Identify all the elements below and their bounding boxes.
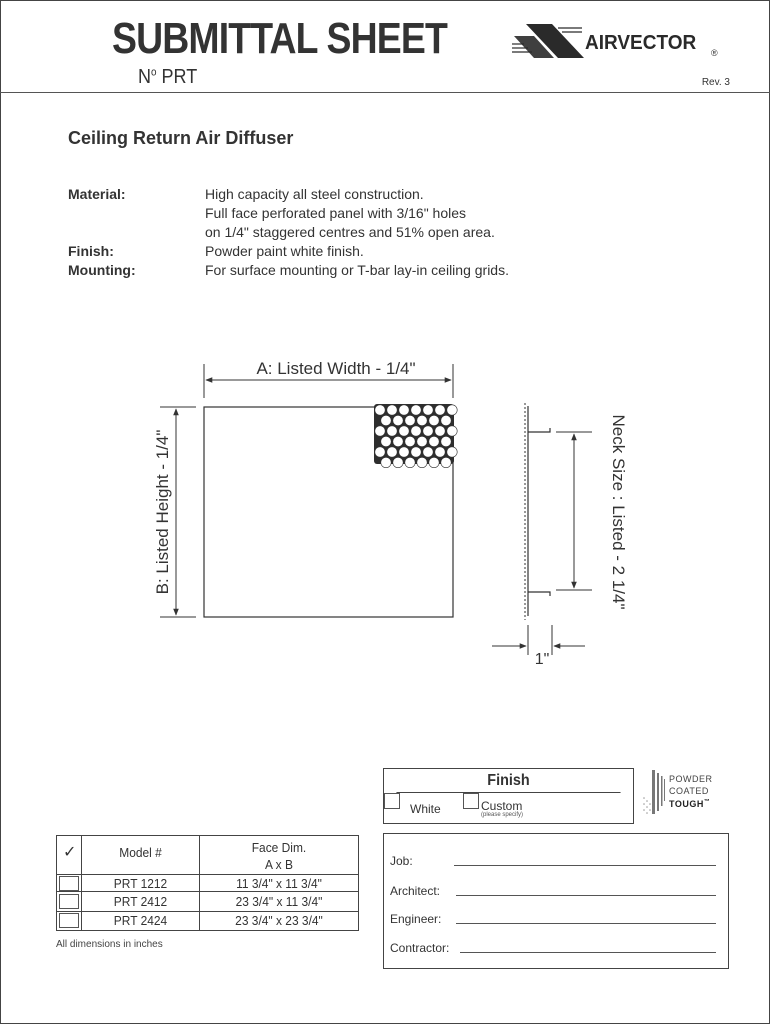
- model-cell: PRT 2412: [113, 894, 168, 909]
- depth-label: 1": [534, 651, 550, 668]
- finish-white-label: White: [410, 802, 441, 816]
- table-divider: [57, 874, 358, 875]
- brand-name: AIRVECTOR: [585, 32, 697, 54]
- table-divider: [81, 836, 82, 930]
- perforation-hole: [405, 415, 415, 425]
- model-cell: PRT 1212: [113, 876, 168, 891]
- architect-label: Architect:: [390, 884, 441, 898]
- perforation-hole: [423, 426, 433, 436]
- engineer-label: Engineer:: [390, 912, 442, 926]
- spec-text-4: Powder paint white finish.: [205, 243, 364, 259]
- perforation-hole: [435, 447, 445, 457]
- model-cell: PRT 2424: [113, 913, 168, 928]
- perforation-hole: [375, 447, 385, 457]
- perforation-hole: [441, 415, 451, 425]
- badge-line-2: COATED: [669, 786, 709, 796]
- table-divider: [57, 911, 358, 912]
- perforation-hole: [387, 405, 397, 415]
- perforation-hole: [393, 436, 403, 446]
- perforation-hole: [381, 415, 391, 425]
- spec-label-finish: Finish:: [68, 243, 114, 259]
- height-label: B: Listed Height - 1/4": [153, 429, 172, 595]
- perforation-hole: [435, 405, 445, 415]
- model-table: [56, 835, 359, 931]
- perforation-hole: [447, 405, 457, 415]
- page-title: SUBMITTAL SHEET: [112, 14, 447, 63]
- header-model: Model #: [119, 845, 162, 860]
- finish-heading: Finish: [396, 769, 620, 793]
- perforation-hole: [423, 447, 433, 457]
- perforation-hole: [399, 405, 409, 415]
- spec-label-mounting: Mounting:: [68, 262, 136, 278]
- perforation-hole: [399, 447, 409, 457]
- perforation-hole: [417, 457, 427, 467]
- contractor-label: Contractor:: [390, 941, 450, 955]
- perforation-hole: [441, 436, 451, 446]
- perforation-hole: [405, 457, 415, 467]
- perforation-hole: [417, 436, 427, 446]
- face-dim-cell: 23 3/4" x 11 3/4": [235, 894, 323, 909]
- perforation-hole: [423, 405, 433, 415]
- job-field[interactable]: [454, 865, 716, 866]
- dimensions-note: All dimensions in inches: [56, 939, 163, 950]
- neck-size-label: Neck Size : Listed - 2 1/4": [609, 414, 628, 610]
- side-profile: [525, 403, 550, 620]
- finish-custom-note: (please specify): [481, 812, 524, 818]
- doc-number-prefix: N: [138, 66, 152, 88]
- neck-dimension: [556, 432, 592, 590]
- face-dim-cell: 11 3/4" x 11 3/4": [236, 876, 322, 891]
- product-title: Ceiling Return Air Diffuser: [68, 128, 294, 148]
- header-face-dim: Face Dim.: [251, 840, 307, 855]
- perforation-hole: [429, 415, 439, 425]
- contacts-box: [383, 833, 729, 969]
- perforation-hole: [387, 447, 397, 457]
- perforation-hole: [405, 436, 415, 446]
- registered-mark: ®: [711, 48, 718, 58]
- spec-text-1: High capacity all steel construction.: [205, 186, 424, 202]
- doc-number-superscript: o: [151, 66, 157, 79]
- perforation-hole: [429, 457, 439, 467]
- perforation-hole: [375, 405, 385, 415]
- badge-tm: ™: [703, 799, 711, 805]
- spec-label-material: Material:: [68, 186, 126, 202]
- perforation-hole: [399, 426, 409, 436]
- badge-line-1: POWDER: [669, 774, 713, 784]
- doc-number-code: PRT: [161, 66, 198, 88]
- row-select-checkbox[interactable]: [59, 894, 79, 909]
- perforation-hole: [381, 457, 391, 467]
- finish-custom-checkbox[interactable]: [463, 793, 479, 809]
- badge-line-3: [669, 799, 710, 809]
- perforation-hole: [447, 447, 457, 457]
- face-dim-cell: 23 3/4" x 23 3/4": [235, 913, 323, 928]
- spec-text-2: Full face perforated panel with 3/16" holes: [205, 205, 467, 221]
- perforation-hole: [441, 457, 451, 467]
- spec-text-5: For surface mounting or T-bar lay-in ceiling grids.: [205, 262, 509, 278]
- perforation-hole: [393, 457, 403, 467]
- perforation-hole: [447, 426, 457, 436]
- job-label: Job:: [390, 854, 413, 868]
- perforation-hole: [411, 447, 421, 457]
- table-divider: [57, 891, 358, 892]
- perforation-detail: [374, 404, 457, 468]
- perforation-hole: [411, 426, 421, 436]
- row-select-checkbox[interactable]: [59, 913, 79, 928]
- architect-field[interactable]: [456, 895, 716, 896]
- perforation-hole: [381, 436, 391, 446]
- table-divider: [199, 836, 200, 930]
- perforation-hole: [387, 426, 397, 436]
- finish-box: [383, 768, 634, 824]
- checkmark-icon: ✓: [63, 844, 77, 861]
- perforation-hole: [393, 415, 403, 425]
- row-select-checkbox[interactable]: [59, 876, 79, 891]
- perforation-hole: [411, 405, 421, 415]
- perforation-hole: [375, 426, 385, 436]
- perforation-hole: [435, 426, 445, 436]
- finish-white-checkbox[interactable]: [384, 793, 400, 809]
- finish-custom-label: Custom: [481, 799, 523, 813]
- header-a-x-b: A x B: [265, 857, 293, 872]
- badge-tough-text: TOUGH: [669, 799, 704, 809]
- revision-label: Rev. 3: [701, 77, 730, 88]
- engineer-field[interactable]: [456, 923, 716, 924]
- perforation-hole: [417, 415, 427, 425]
- width-label: A: Listed Width - 1/4": [256, 359, 416, 378]
- perforation-hole: [429, 436, 439, 446]
- spec-text-3: on 1/4" staggered centres and 51% open area.: [205, 224, 495, 240]
- contractor-field[interactable]: [460, 952, 716, 953]
